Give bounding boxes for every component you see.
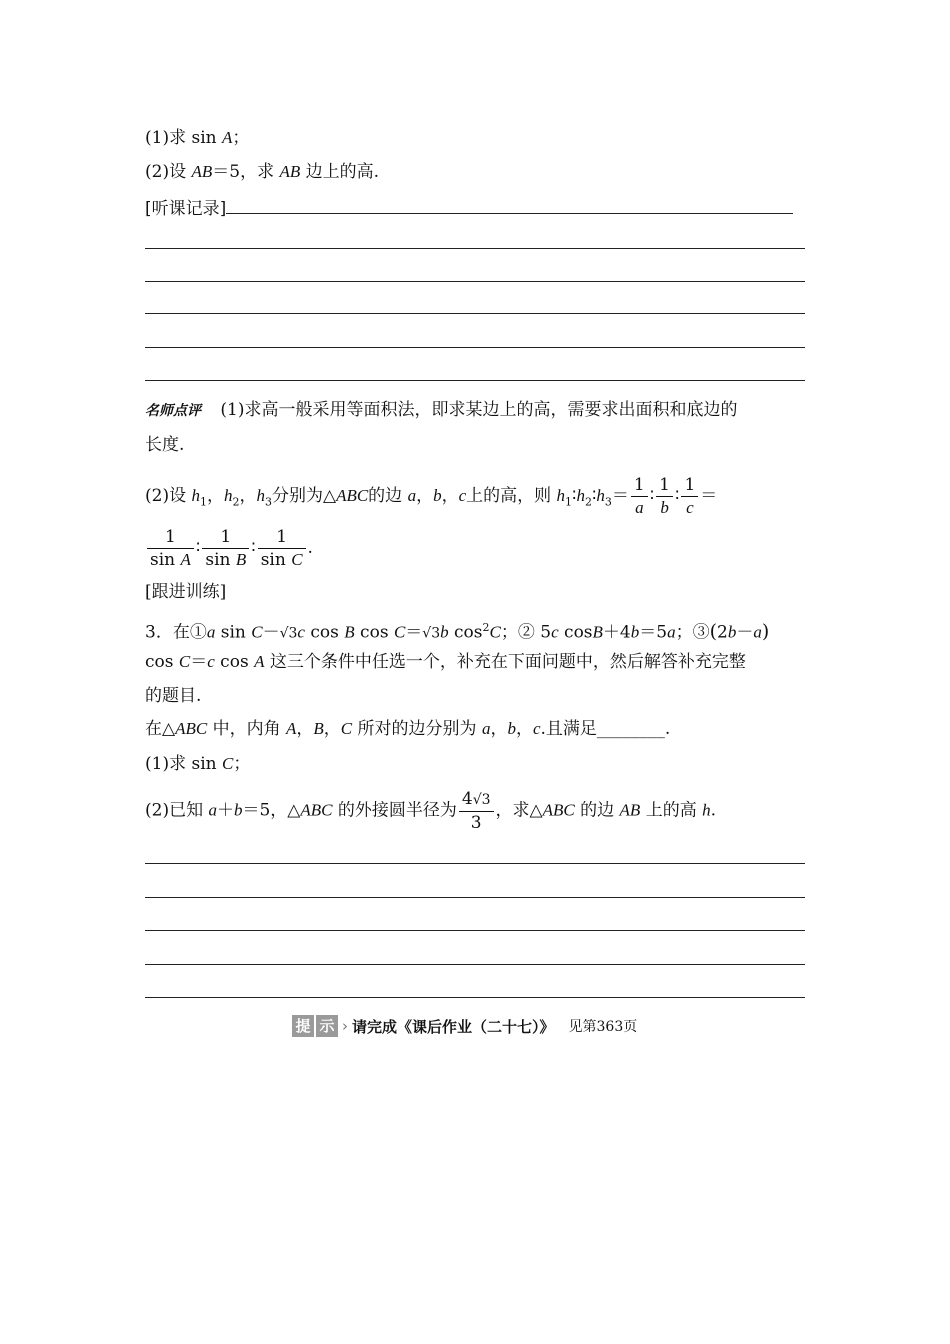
fraction: $\frac{1}{c}$ [681, 474, 698, 519]
review-paragraph-1: 名师点评 (1)求高一般采用等面积法，即求某边上的高，需要求出面积和底边的 [145, 400, 738, 420]
answer-line[interactable] [145, 964, 805, 965]
notes-blank[interactable] [226, 195, 793, 214]
fraction: $\frac{1}{a}$ [631, 474, 648, 519]
tip-badge-2: 示 [316, 1015, 338, 1037]
fraction: $\frac{1}{\text{sin C}}$ [258, 526, 306, 571]
practice-label: [跟进训练] [145, 582, 227, 602]
note-line[interactable] [145, 347, 805, 348]
practice-line-1: 3．在①a sin C－√3c cos B cos C＝√3b $\cos^2C$；② 5c cosB＋4b＝5a；③(2b－a) [145, 620, 770, 643]
practice-line-3: 的题目. [145, 686, 202, 706]
answer-line[interactable] [145, 897, 805, 898]
review-paragraph-2: (2)设 $h_1$，$h_2$，$h_3$分别为△ABC的边 a，b，c上的高，则 $h_1∶h_2∶h_3=$ $\frac{1}{a}$ ∶ $\frac{1}{b}$ ∶ $\frac{1}{c}$ ＝ [145, 475, 718, 517]
review-paragraph-1-cont: 长度. [145, 435, 185, 455]
fraction: $\frac{1}{\text{sin A}}$ [147, 526, 194, 571]
tip-badge-1: 提 [292, 1015, 314, 1037]
fraction: $\frac{1}{\text{sin B}}$ [202, 526, 249, 571]
question-2: (2)设 AB＝5，求 AB 边上的高. [145, 162, 380, 182]
note-line[interactable] [145, 281, 805, 282]
notes-label: [听课记录] [145, 199, 227, 219]
chevron-right-icon: › [342, 1017, 348, 1035]
note-line[interactable] [145, 380, 805, 381]
practice-q1: (1)求 sin C； [145, 754, 251, 774]
notes-label-line [145, 195, 810, 221]
note-line[interactable] [145, 313, 805, 314]
review-paragraph-2-cont: $\frac{1}{\text{sin A}}$ ∶ $\frac{1}{\text{sin B}}$ ∶ $\frac{1}{\text{sin C}}$ . [145, 526, 810, 571]
question-1: (1)求 sin A； [145, 128, 250, 148]
answer-line[interactable] [145, 997, 805, 998]
practice-line-4: 在△ABC 中，内角 A，B，C 所对的边分别为 a，b，c.且满足________. [145, 719, 671, 739]
note-line[interactable] [145, 248, 805, 249]
review-badge: 名师点评 [145, 403, 201, 419]
homework-link[interactable]: 请完成《课后作业（二十七）》 [352, 1017, 555, 1036]
answer-line[interactable] [145, 930, 805, 931]
fraction: $\frac{1}{b}$ [656, 474, 673, 519]
condition-blank[interactable]: ________ [596, 719, 665, 739]
practice-line-2: cos C＝c cos A 这三个条件中任选一个，补充在下面问题中，然后解答补充完整 [145, 652, 746, 672]
practice-q2: (2)已知 a＋b＝5，△ABC 的外接圆半径为 $\frac{4√3}{3}$ ，求△ABC 的边 AB 上的高 h. [145, 789, 717, 833]
answer-line[interactable] [145, 863, 805, 864]
fraction: $\frac{4√3}{3}$ [459, 788, 494, 834]
footer-tip [292, 1014, 637, 1038]
page-reference: 见第363页 [568, 1019, 638, 1035]
